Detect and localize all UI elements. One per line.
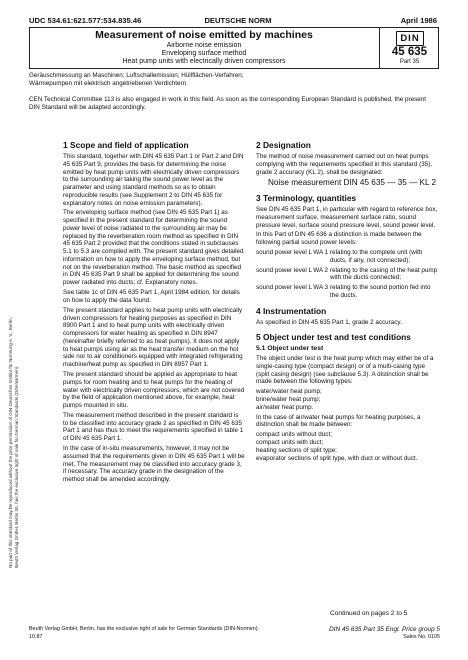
side-copyright-note — [8, 138, 22, 568]
footer-code: 10.87 — [29, 634, 43, 640]
subtitle-2: Enveloping surface method — [161, 50, 247, 57]
list-item: water/water heat pump; — [256, 388, 322, 396]
heading-scope: 1 Scope and field of application — [63, 140, 189, 150]
paragraph: The object under test is the heat pump which may either be of a single-casing type (compact design) or of a multi-casing type (split casing design) (see subclause 5.3). A distinction shall be made between the following types: — [256, 355, 434, 386]
list-item: evaporator sections of split type, with duct or without duct. — [256, 454, 418, 462]
footer-reference: DIN 45 635 Part 35 Engl. Price group 5 — [329, 626, 440, 633]
paragraph: See table 1c of DIN 45 635 Part 1, April 1984 edition, for details on how to apply the data found. — [63, 289, 240, 304]
din-number: 45 635 — [391, 46, 428, 58]
definition-row — [256, 267, 439, 283]
definition-term: sound power level L WA 2 — [256, 266, 328, 274]
left-column — [63, 140, 245, 486]
heading-instrumentation: 4 Instrumentation — [256, 305, 327, 316]
paragraph: The measurement method described in the present standard is to be classified into accuracy grade 2 as specified in DIN 45 635 Part 1 and has thus to meet the requirements specified in table 1 of DIN 45 635 Part 1. — [63, 411, 244, 443]
part-number: Part 35 — [399, 59, 420, 65]
definition-term: sound power level L WA 1 — [256, 249, 328, 257]
paragraph: This standard, together with DIN 45 635 Part 1 or Part 2 and DIN 45 635 Part 9, provides the basis for determining the noise emitted by heat pump units with electrically driven compressors to the surrounding air taking the sound power level as the parameter and using standard methods so as to obtain reproducible results (see Supplement 2 to DIN 45 635 for explanatory notes on noise emission parameters). — [63, 153, 244, 207]
right-column — [256, 140, 439, 462]
definition-desc: relating to the casing of the heat pump with the ducts connected; — [330, 266, 438, 282]
din-logo: DIN — [396, 31, 424, 46]
din-number-box — [379, 28, 439, 68]
heading-designation: 2 Designation — [256, 140, 311, 150]
list-item: brine/water heat pump; — [256, 396, 321, 404]
issue-date: April 1986 — [400, 16, 437, 25]
subtitle-3: Heat pump units with electrically driven compressors — [122, 58, 286, 65]
heading-object-under-test: 5 Object under test and test conditions — [256, 332, 411, 343]
definition-desc: relating to the sound portion fed into the ducts. — [330, 284, 431, 299]
definition-term: sound power level L WA 3 — [256, 284, 328, 292]
continued-note: Continued on pages 2 to 5 — [330, 610, 408, 617]
paragraph: The present standard applies to heat pump units with electrically driven compressors for heating purposes as specified in DIN 8900 Part 1 and to heat pump units with electrically driven compressors for water heating as specified in DIN 8947 (hereinafter briefly referred to as heat pumps). It does not apply to heat pumps using air as the heat transfer medium on the hot side nor to air conditioners equipped with integrated refrigerating machine/heat pump as specified in DIN 8957 Part 1. — [63, 306, 243, 369]
definition-row — [256, 249, 439, 265]
list-item: compact units with duct; — [256, 439, 324, 446]
subheading-object: 5.1 Object under test — [256, 345, 324, 353]
norm-label: DEUTSCHE NORM — [204, 16, 272, 25]
german-title-line-2: Wärmepumpen mit elektrisch angetriebenen Verdichtern — [29, 79, 187, 87]
definition-desc: relating to the complete unit (with ducts, if any, not connected); — [330, 249, 423, 264]
paragraph: The present standard should be applied as appropriate to heat pumps for room heating and to heat pumps for the heating of water with electrically driven compressors, which are not covered by the field of application mentioned above, for example, heat pumps mounted in situ. — [63, 371, 245, 409]
paragraph: The method of noise measurement carried out on heat pumps complying with the requirements specified in this standard (35), grade 2 accuracy (KL 2), shall be designated: — [256, 153, 433, 176]
german-title-line-1: Geräuschmessung an Maschinen; Luftschallemission; Hüllflächen-Verfahren; — [29, 72, 244, 79]
paragraph: The enveloping surface method (see DIN 45 635 Part 1) as specified in the present standard for determining the sound power level of noise radiated to the surrounding air may be replaced by the reverberation room method as specified in DIN 45 635 Part 2 provided that the conditions stated in subclauses 5.1 to 5.3 are complied with. The present standard gives detailed information on how to apply the enveloping surface method, but not on the reverberation method. The basic method as specified in DIN 45 635 Part 9 shall be applied for determining the sound power radiated into ducts; cf. Explanatory notes. — [63, 209, 244, 287]
side-note-line-2: Beuth Verlag GmbH, Berlin 30, has the exclusive right of sale for German Standards (DIN-Normen). — [14, 365, 19, 568]
paragraph: As specified in DIN 45 635 Part 1, grade 2 accuracy. — [256, 318, 402, 326]
cen-note: CEN Technical Committee 113 is also engaged in work in this field. As soon as the corresponding European Standard is published, the present DIN Standard will be adapted accordingly. — [29, 96, 427, 111]
udc-number: UDC 534.61:621.577:534.835.46 — [29, 16, 142, 25]
german-title — [29, 72, 437, 87]
side-note-line-1: No part of this standard may be reproduced without the prior permission of DIN Deutsches Institut für Normung e. V., Berlin. — [8, 317, 13, 568]
paragraph: In this Part of DIN 45 636 a distinction is made between the following partial sound power levels: — [256, 231, 422, 247]
list-item: heating sections of split type; — [256, 446, 337, 454]
definition-row — [256, 284, 439, 300]
list-item: air/water heat pump. — [256, 403, 314, 411]
publisher-note: Beuth Verlag GmbH, Berlin, has the exclusive right of sale for German Standards (DIN-Normen). — [29, 626, 260, 632]
subtitle-1: Airborne noise emission — [166, 42, 242, 49]
list-item: compact units without duct; — [256, 431, 332, 439]
paragraph: See DIN 45 635 Part 1, in particular with regard to reference box, measurement surface, measurement surface ratio, sound pressure level, surface sound pressure level, sound power level. — [256, 206, 438, 229]
paragraph: In the case of air/water heat pumps for heating purposes, a distinction shall be made between: — [256, 413, 421, 429]
sales-number: Sales No. 0105 — [403, 634, 440, 640]
designation-example: Noise measurement DIN 45 635 — 35 — KL 2 — [268, 178, 437, 188]
paragraph: In the case of in-situ measurements, however, it may not be assumed that the requirements given in DIN 45 635 Part 1 will be met. The measurement may be classified into accuracy grade 3, if necessary. The accuracy grade in the designation of the method shall be amended accordingly. — [63, 445, 245, 484]
page-title: Measurement of noise emitted by machines — [95, 29, 313, 41]
heading-terminology: 3 Terminology, quantities — [256, 193, 357, 203]
title-block — [29, 27, 439, 69]
